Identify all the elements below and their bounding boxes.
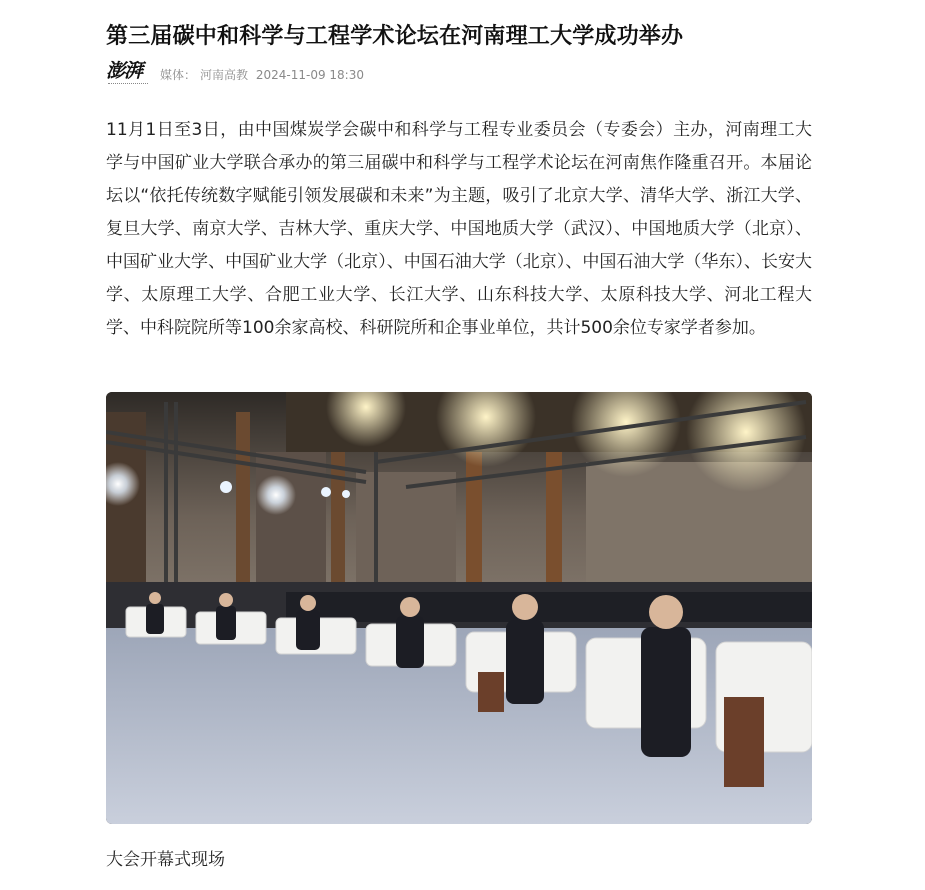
article-source bbox=[160, 67, 368, 83]
article-title: 第三届碳中和科学与工程学术论坛在河南理工大学成功举办 bbox=[106, 24, 684, 49]
article-meta bbox=[106, 60, 368, 90]
source-label: 媒体： bbox=[160, 68, 197, 82]
thepaper-logo[interactable] bbox=[106, 60, 154, 90]
forum-opening-photo[interactable] bbox=[106, 392, 812, 824]
logo-text: 澎湃 bbox=[106, 60, 143, 82]
source-name[interactable]: 河南高教 bbox=[200, 68, 249, 82]
photo-caption: 大会开幕式现场 bbox=[106, 850, 225, 870]
article-paragraph: 11月1日至3日，由中国煤炭学会碳中和科学与工程专业委员会（专委会）主办，河南理工大学与中国矿业大学联合承办的第三届碳中和科学与工程学术论坛在河南焦作隆重召开。本届论坛以“依托传统数字赋能引领发展碳和未来”为主题，吸引了北京大学、清华大学、浙江大学、复旦大学、南京大学、吉林大学、重庆大学、中国地质大学（武汉）、中国地质大学（北京）、中国矿业大学、中国矿业大学（北京）、中国石油大学（北京）、中国石油大学（华东）、长安大学、太原理工大学、合肥工业大学、长江大学、山东科技大学、太原科技大学、河北工程大学、中科院院所等100余家高校、科研院所和企事业单位，共计500余位专家学者参加。 bbox=[106, 120, 812, 338]
publish-datetime: 2024-11-09 18:30 bbox=[255, 68, 364, 82]
logo-underline bbox=[108, 83, 148, 86]
